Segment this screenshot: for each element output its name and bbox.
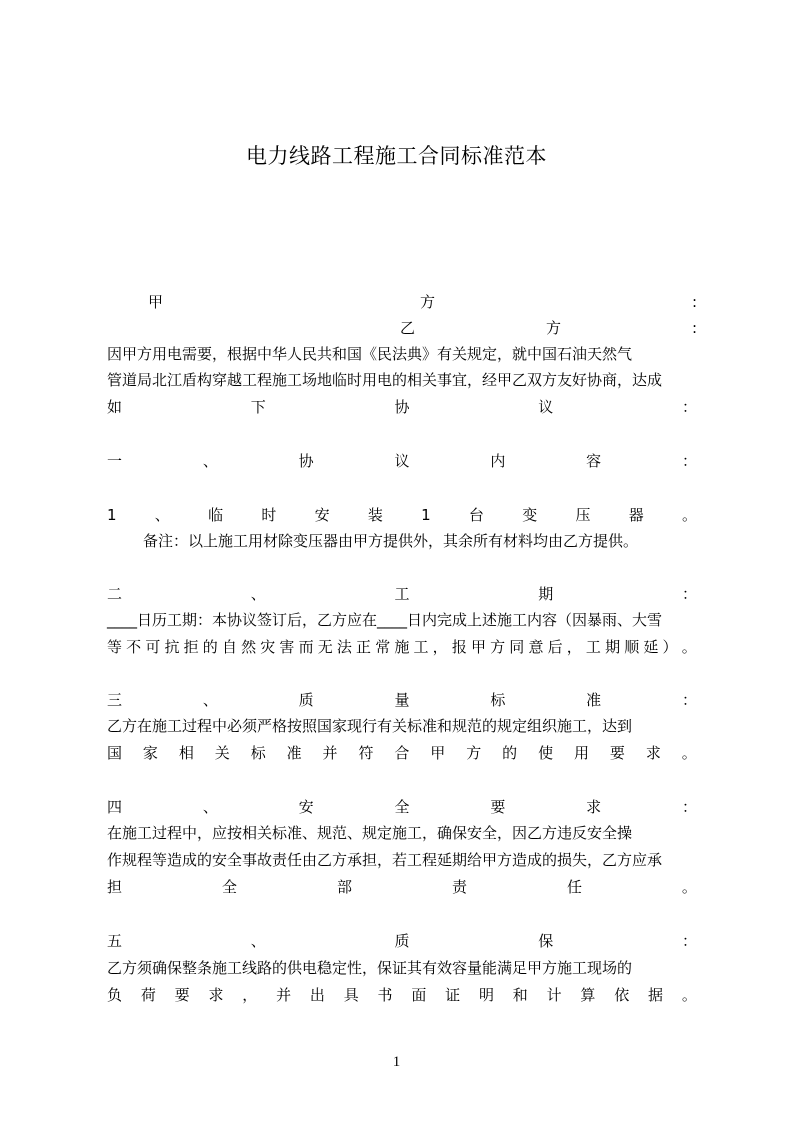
spaced-char: 据 <box>648 986 664 1004</box>
spaced-char: 书 <box>377 986 393 1004</box>
spaced-char: 可 <box>145 638 161 656</box>
spaced-char: 自 <box>221 638 237 656</box>
spaced-char: 无 <box>317 638 333 656</box>
spaced-char: 五 <box>107 932 123 950</box>
spaced-char: ： <box>681 691 697 709</box>
spaced-char: 。 <box>681 986 697 1004</box>
spaced-char: 质 <box>394 932 410 950</box>
section-2-heading <box>107 581 697 607</box>
spaced-char: 意 <box>528 638 544 656</box>
spaced-char: 期 <box>538 585 554 603</box>
spaced-char: 二 <box>107 585 123 603</box>
section-3-line-2 <box>107 740 697 766</box>
spaced-char: 用 <box>573 744 589 762</box>
spaced-char: 同 <box>509 638 525 656</box>
intro-line-1: 因甲方用电需要，根据中华人民共和国《民法典》有关规定，就中国石油天然气 <box>107 345 633 363</box>
spaced-char: 不 <box>126 638 142 656</box>
spaced-char: 计 <box>546 986 562 1004</box>
spaced-char: 使 <box>538 744 554 762</box>
page-number: 1 <box>392 1054 401 1070</box>
section-3-heading <box>107 687 697 713</box>
spaced-char: 法 <box>336 638 352 656</box>
spaced-char: 容 <box>586 452 602 470</box>
spaced-char: 三 <box>107 691 123 709</box>
spaced-char: 而 <box>298 638 314 656</box>
spaced-char: 保 <box>538 932 554 950</box>
spaced-char: 求 <box>645 744 661 762</box>
spaced-char: 算 <box>580 986 596 1004</box>
section-1-note: 备注：以上施工用材除变压器由甲方提供外，其余所有材料均由乙方提供。 <box>143 532 639 550</box>
section-2-line-2 <box>107 634 697 660</box>
spaced-char: 工 <box>394 585 410 603</box>
spaced-char: 责 <box>451 878 467 896</box>
spaced-char: 标 <box>250 744 266 762</box>
intro-line-2: 管道局北江盾构穿越工程施工场地临时用电的相关事宜，经甲乙双方友好协商，达成 <box>107 371 663 389</box>
spaced-char: 抗 <box>164 638 180 656</box>
spaced-char: 害 <box>279 638 295 656</box>
spaced-char: 、 <box>202 798 218 816</box>
spaced-char: 量 <box>394 691 410 709</box>
spaced-char: 的 <box>502 744 518 762</box>
spaced-char: ， <box>432 638 448 656</box>
spaced-char: 部 <box>336 878 352 896</box>
spaced-char: 协 <box>394 398 410 416</box>
spaced-char: 准 <box>586 691 602 709</box>
section-2-line-1: ____日历工期：本协议签订后，乙方应在____日内完成上述施工内容（因暴雨、大雪 <box>107 611 663 629</box>
section-1-item <box>107 502 697 528</box>
spaced-char: 安 <box>314 506 330 524</box>
spaced-char: 乙 <box>400 319 416 337</box>
spaced-char: 具 <box>343 986 359 1004</box>
spaced-char: 、 <box>202 691 218 709</box>
spaced-char: 。 <box>681 744 697 762</box>
spaced-char: 并 <box>322 744 338 762</box>
section-4-heading <box>107 794 697 820</box>
spaced-char: 和 <box>512 986 528 1004</box>
spaced-char: 后 <box>547 638 563 656</box>
spaced-char: 担 <box>107 878 123 896</box>
spaced-char: ： <box>681 398 697 416</box>
spaced-char: 等 <box>107 638 123 656</box>
section-5-line-2 <box>107 982 697 1008</box>
spaced-char: 、 <box>250 585 266 603</box>
section-5-line-1: 乙方须确保整条施工线路的供电稳定性，保证其有效容量能满足甲方施工现场的 <box>107 959 633 977</box>
spaced-char: 灾 <box>260 638 276 656</box>
spaced-char: 台 <box>468 506 484 524</box>
spaced-char: 变 <box>522 506 538 524</box>
spaced-char: 议 <box>394 452 410 470</box>
spaced-char: 相 <box>178 744 194 762</box>
spaced-char: 、 <box>202 452 218 470</box>
spaced-char: ） <box>662 638 678 656</box>
section-5-heading <box>107 928 697 954</box>
spaced-char: 负 <box>107 986 123 1004</box>
spaced-char: 求 <box>208 986 224 1004</box>
spaced-char: 、 <box>154 506 170 524</box>
spaced-char: 全 <box>394 798 410 816</box>
section-3-line-1: 乙方在施工过程中必须严格按照国家现行有关标准和规范的规定组织施工，达到 <box>107 717 633 735</box>
spaced-char: 出 <box>309 986 325 1004</box>
spaced-char: : <box>691 293 697 311</box>
spaced-char: 然 <box>241 638 257 656</box>
spaced-char: 延 <box>643 638 659 656</box>
spaced-char: 施 <box>394 638 410 656</box>
spaced-char: 一 <box>107 452 123 470</box>
spaced-char: 1 <box>107 506 117 524</box>
spaced-char: ： <box>681 452 697 470</box>
spaced-char: 要 <box>609 744 625 762</box>
spaced-char: 准 <box>286 744 302 762</box>
spaced-char: ： <box>681 798 697 816</box>
section-4-line-1: 在施工过程中，应按相关标准、规范、规定施工，确保安全，因乙方违反安全操 <box>107 824 633 842</box>
spaced-char: 方 <box>545 319 561 337</box>
spaced-char: 工 <box>585 638 601 656</box>
spaced-char: 合 <box>394 744 410 762</box>
party-a-line <box>148 289 697 315</box>
spaced-char: 质 <box>298 691 314 709</box>
spaced-char: 方 <box>419 293 435 311</box>
spaced-char: 关 <box>214 744 230 762</box>
intro-line-3 <box>107 394 697 420</box>
spaced-char: 全 <box>221 878 237 896</box>
spaced-char: 拒 <box>183 638 199 656</box>
spaced-char: 面 <box>411 986 427 1004</box>
spaced-char: 压 <box>575 506 591 524</box>
spaced-char: 正 <box>356 638 372 656</box>
spaced-char: 下 <box>250 398 266 416</box>
section-1-heading <box>107 448 697 474</box>
spaced-char: 要 <box>174 986 190 1004</box>
spaced-char: 期 <box>605 638 621 656</box>
spaced-char: 工 <box>413 638 429 656</box>
spaced-char: 方 <box>466 744 482 762</box>
spaced-char: 临 <box>208 506 224 524</box>
spaced-char: 并 <box>276 986 292 1004</box>
spaced-char: 甲 <box>470 638 486 656</box>
spaced-char: 顺 <box>624 638 640 656</box>
spaced-char: 如 <box>107 398 123 416</box>
spaced-char: 1 <box>421 506 431 524</box>
document-title: 电力线路工程施工合同标准范本 <box>246 144 547 168</box>
spaced-char: 协 <box>298 452 314 470</box>
spaced-char: 、 <box>250 932 266 950</box>
spaced-char: 报 <box>451 638 467 656</box>
spaced-char: 。 <box>681 878 697 896</box>
spaced-char: 要 <box>490 798 506 816</box>
spaced-char: 明 <box>478 986 494 1004</box>
spaced-char: 国 <box>107 744 123 762</box>
spaced-char: 依 <box>614 986 630 1004</box>
spaced-char: 甲 <box>430 744 446 762</box>
spaced-char: 方 <box>490 638 506 656</box>
spaced-char: 议 <box>538 398 554 416</box>
section-4-line-2: 作规程等造成的安全事故责任由乙方承担，若工程延期给甲方造成的损失，乙方应承 <box>107 851 663 869</box>
spaced-char: ， <box>242 986 258 1004</box>
spaced-char: : <box>691 319 697 337</box>
spaced-char: 求 <box>586 798 602 816</box>
spaced-char: 。 <box>681 638 697 656</box>
spaced-char: 荷 <box>140 986 156 1004</box>
spaced-char: 四 <box>107 798 123 816</box>
spaced-char: ： <box>681 932 697 950</box>
spaced-char: 证 <box>445 986 461 1004</box>
section-4-line-3 <box>107 874 697 900</box>
spaced-char: ， <box>566 638 582 656</box>
party-b-line <box>400 315 697 341</box>
spaced-char: 任 <box>566 878 582 896</box>
spaced-char: 安 <box>298 798 314 816</box>
spaced-char: 常 <box>375 638 391 656</box>
spaced-char: 甲 <box>148 293 164 311</box>
spaced-char: 的 <box>202 638 218 656</box>
spaced-char: 器 <box>628 506 644 524</box>
spaced-char: 。 <box>681 506 697 524</box>
spaced-char: 内 <box>490 452 506 470</box>
spaced-char: 家 <box>142 744 158 762</box>
spaced-char: 标 <box>490 691 506 709</box>
spaced-char: 符 <box>358 744 374 762</box>
spaced-char: 时 <box>261 506 277 524</box>
spaced-char: ： <box>681 585 697 603</box>
spaced-char: 装 <box>367 506 383 524</box>
